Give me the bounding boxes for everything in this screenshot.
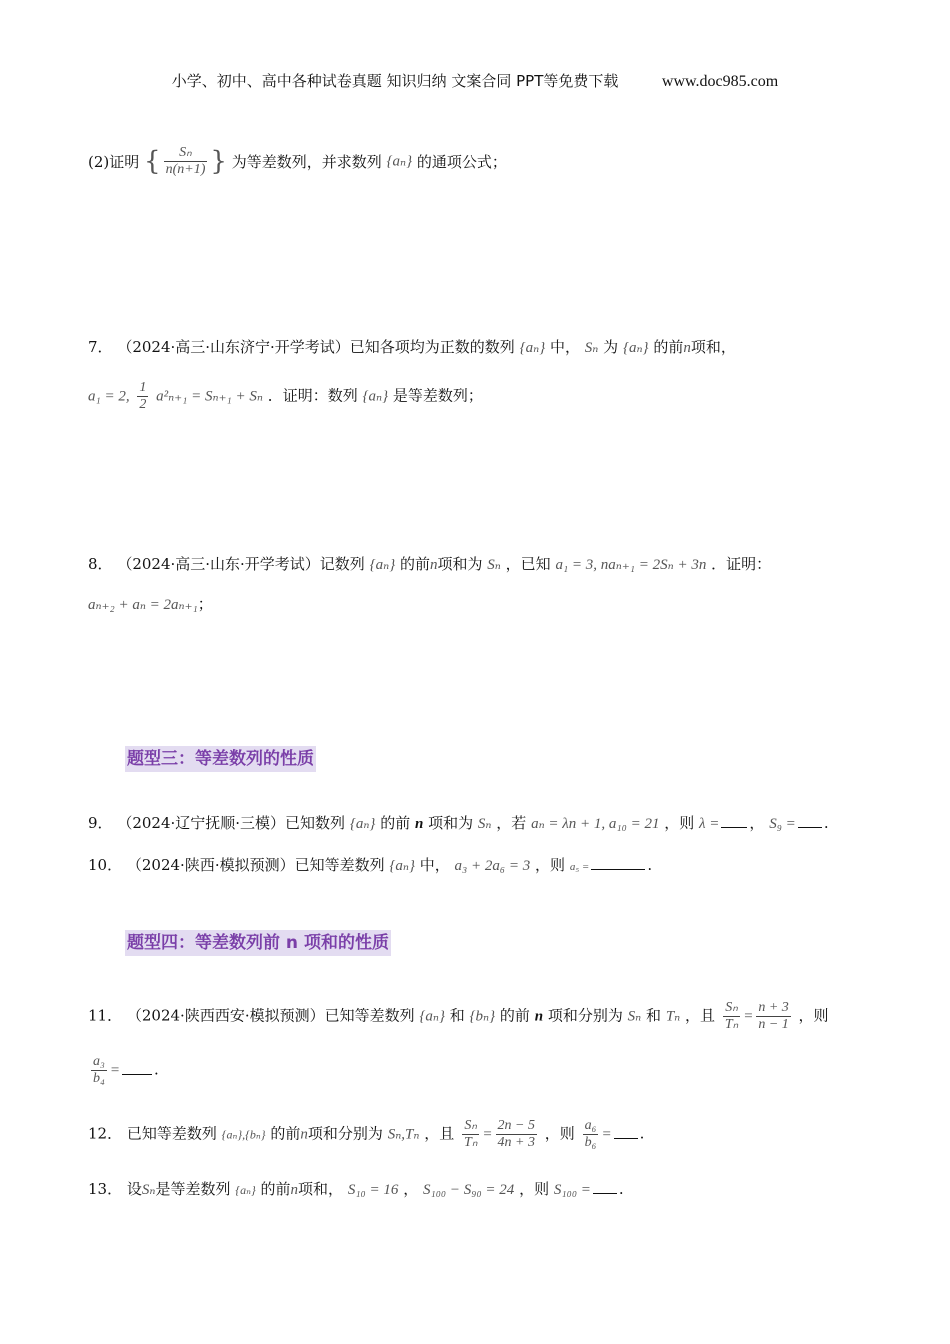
q13-text-5: ，则: [519, 1180, 550, 1198]
q9-blank-1: [721, 826, 747, 828]
q13-blank: [593, 1192, 617, 1194]
q11-eq: =: [743, 1008, 754, 1025]
q7-cond-a1: a₁ = 2,: [88, 388, 130, 405]
q6-seq: {aₙ}: [386, 153, 413, 170]
header-text: 小学、初中、高中各种试卷真题 知识归纳 文案合同 PPT等免费下载: [171, 72, 619, 90]
q11-eq2: =: [109, 1062, 120, 1079]
q6-prefix: (2)证明: [88, 153, 140, 171]
q10-a5: a₅ =: [569, 861, 590, 873]
q9-s9: S₉ =: [769, 816, 796, 832]
q8-number: 8．: [88, 555, 113, 573]
q13-text-1: 是等差数列: [155, 1180, 231, 1198]
q12-source: 已知等差数列: [126, 1124, 217, 1143]
q12-blank: [614, 1137, 638, 1139]
q11-tn: Tₙ: [665, 1008, 681, 1025]
q11-text-3: 项和分别为: [547, 1006, 623, 1025]
q13-text-4: ，: [403, 1180, 419, 1198]
q9-number: 9．: [88, 814, 113, 832]
q9-sn: Sₙ: [477, 816, 492, 832]
q12-text-2: 项和分别为: [307, 1124, 383, 1143]
q7-text-6: 是等差数列；: [392, 386, 483, 405]
q7-seq-3: {aₙ}: [362, 388, 389, 405]
q9-text-4: ，则: [664, 814, 695, 832]
question-6-part-2: [88, 145, 507, 178]
q11-source: （2024·陕西西安·模拟预测）已知等差数列: [126, 1006, 415, 1025]
q10-text-1: 中，: [419, 856, 450, 874]
q6-fraction: $\frac{\text{Sₙ}}{n(n+1)}$: [165, 145, 206, 177]
question-11-line-2: [88, 1054, 159, 1087]
question-10: [88, 854, 652, 875]
q10-text-2: ，则: [535, 856, 566, 874]
q10-blank: [591, 868, 645, 870]
section-3-heading: 题型三：等差数列的性质: [125, 746, 316, 772]
right-brace: }: [210, 146, 227, 177]
q9-source: （2024·辽宁抚顺·三模）已知数列: [117, 814, 346, 832]
header-url: www.doc985.com: [661, 73, 779, 90]
q12-end: .: [639, 1124, 645, 1143]
q8-text-2: 项和为: [437, 555, 483, 573]
q13-text-3: 项和，: [298, 1180, 344, 1198]
q10-cond: a₃ + 2a₆ = 3: [454, 858, 531, 874]
q13-sn: Sₙ: [141, 1182, 156, 1198]
left-brace: {: [144, 146, 161, 177]
q12-n: n: [300, 1126, 308, 1143]
q6-suffix: 的通项公式；: [416, 153, 507, 171]
q9-cond: aₙ = λn + 1, a₁₀ = 21: [531, 816, 660, 832]
page-header: [0, 70, 950, 91]
q12-number: 12．: [88, 1124, 123, 1143]
q9-text-1: 的前: [380, 814, 411, 832]
q11-number: 11．: [88, 1006, 123, 1025]
q7-number: 7．: [88, 338, 113, 356]
q12-frac-n: $\frac{2n - 5}{4n + 3}$: [497, 1118, 535, 1150]
q13-n: n: [290, 1182, 299, 1198]
q9-blank-2: [798, 826, 822, 828]
q12-eq2: =: [601, 1126, 612, 1143]
q10-seq: {aₙ}: [389, 858, 415, 874]
q7-text-5: ．证明：数列: [267, 386, 358, 405]
q13-seq: {aₙ}: [235, 1183, 256, 1197]
q12-text-3: ，且: [424, 1124, 455, 1143]
q13-c1: S₁₀ = 16: [347, 1182, 399, 1198]
q8-sn: Sₙ: [487, 557, 501, 573]
q12-frac-ab: $\frac{\text{a₆}}{\text{b₆}}$: [584, 1118, 597, 1150]
question-13: [88, 1178, 624, 1199]
q7-seq-2: {aₙ}: [622, 340, 649, 356]
question-7-line-2: [88, 380, 483, 413]
q11-text-2: 的前: [499, 1006, 530, 1025]
q8-text-1: 的前: [399, 555, 430, 573]
q9-text-3: ，若: [496, 814, 527, 832]
question-11-line-1: [88, 1000, 829, 1033]
q9-n: n: [415, 816, 424, 832]
q7-text-3: 的前: [653, 338, 684, 356]
q8-text-5: ；: [197, 595, 213, 613]
q13-number: 13．: [88, 1180, 123, 1198]
q11-blank: [122, 1073, 152, 1075]
q10-source: （2024·陕西·模拟预测）已知等差数列: [126, 856, 385, 874]
q12-seqs: {aₙ},{bₙ}: [221, 1127, 266, 1142]
q8-seq: {aₙ}: [369, 557, 396, 573]
q11-frac-ab: $\frac{\text{a₃}}{\text{b₄}}$: [93, 1054, 105, 1086]
q7-half: $\frac{1}{2}$: [139, 380, 147, 412]
q6-middle: 为等差数列，并求数列: [231, 153, 382, 171]
q8-text-3: ，已知: [505, 555, 551, 573]
question-8-line-1: [88, 553, 771, 574]
q11-text-5: ，且: [685, 1006, 716, 1025]
q7-sn: Sₙ: [584, 340, 599, 356]
q8-source: （2024·高三·山东·开学考试）记数列: [117, 555, 365, 573]
q13-s100: S₁₀₀ =: [553, 1182, 591, 1198]
q8-cond: a₁ = 3, naₙ₊₁ = 2Sₙ + 3n: [555, 557, 707, 573]
q11-text-6: ，则: [798, 1006, 829, 1025]
q12-text-4: ，则: [544, 1124, 575, 1143]
q7-text-2: 为: [603, 338, 619, 356]
q8-text-4: ．证明：: [711, 555, 772, 573]
q11-frac-st: $\frac{\text{Sₙ}}{\text{Tₙ}}$: [724, 1000, 739, 1032]
q7-cond-rest: a²ₙ₊₁ = Sₙ₊₁ + Sₙ: [156, 388, 263, 405]
question-8-line-2: [88, 593, 213, 614]
q13-text-0: 设: [126, 1180, 142, 1198]
q9-seq: {aₙ}: [349, 816, 376, 832]
q8-claim: aₙ₊₂ + aₙ = 2aₙ₊₁: [88, 597, 198, 613]
q9-end: .: [823, 814, 829, 832]
q13-text-2: 的前: [260, 1180, 291, 1198]
q13-c2: S₁₀₀ − S₉₀ = 24: [422, 1182, 515, 1198]
question-7-line-1: [88, 336, 736, 357]
q11-end: .: [154, 1060, 159, 1079]
q9-text-2: 项和为: [428, 814, 474, 832]
q13-end: .: [618, 1180, 624, 1198]
q9-lambda: λ =: [699, 816, 720, 832]
q7-n: n: [683, 340, 691, 356]
q12-text-1: 的前: [270, 1124, 301, 1143]
q11-n: n: [534, 1008, 544, 1025]
q10-number: 10．: [88, 856, 123, 874]
question-12: [88, 1118, 644, 1151]
q12-st: Sₙ,Tₙ: [387, 1126, 420, 1143]
q7-text-1: 中，: [549, 338, 580, 356]
q11-seq-a: {aₙ}: [419, 1008, 445, 1025]
question-9: [88, 812, 829, 833]
q11-text-1: 和: [449, 1006, 465, 1025]
q12-frac-st: $\frac{\text{Sₙ}}{\text{Tₙ}}$: [464, 1118, 478, 1150]
q7-source: （2024·高三·山东济宁·开学考试）已知各项均为正数的数列: [117, 338, 515, 356]
q10-end: .: [647, 856, 653, 874]
q12-eq: =: [482, 1126, 493, 1143]
q8-n: n: [429, 557, 438, 573]
q11-frac-n: $\frac{n + 3}{n - 1}$: [758, 1000, 789, 1032]
q11-sn: Sₙ: [627, 1008, 642, 1025]
q7-seq: {aₙ}: [519, 340, 546, 356]
q9-comma: ，: [749, 814, 765, 832]
section-4-heading: 题型四：等差数列前 n 项和的性质: [125, 930, 391, 956]
q11-seq-b: {bₙ}: [469, 1008, 496, 1025]
q7-text-4: 项和，: [690, 338, 736, 356]
q11-text-4: 和: [646, 1006, 662, 1025]
